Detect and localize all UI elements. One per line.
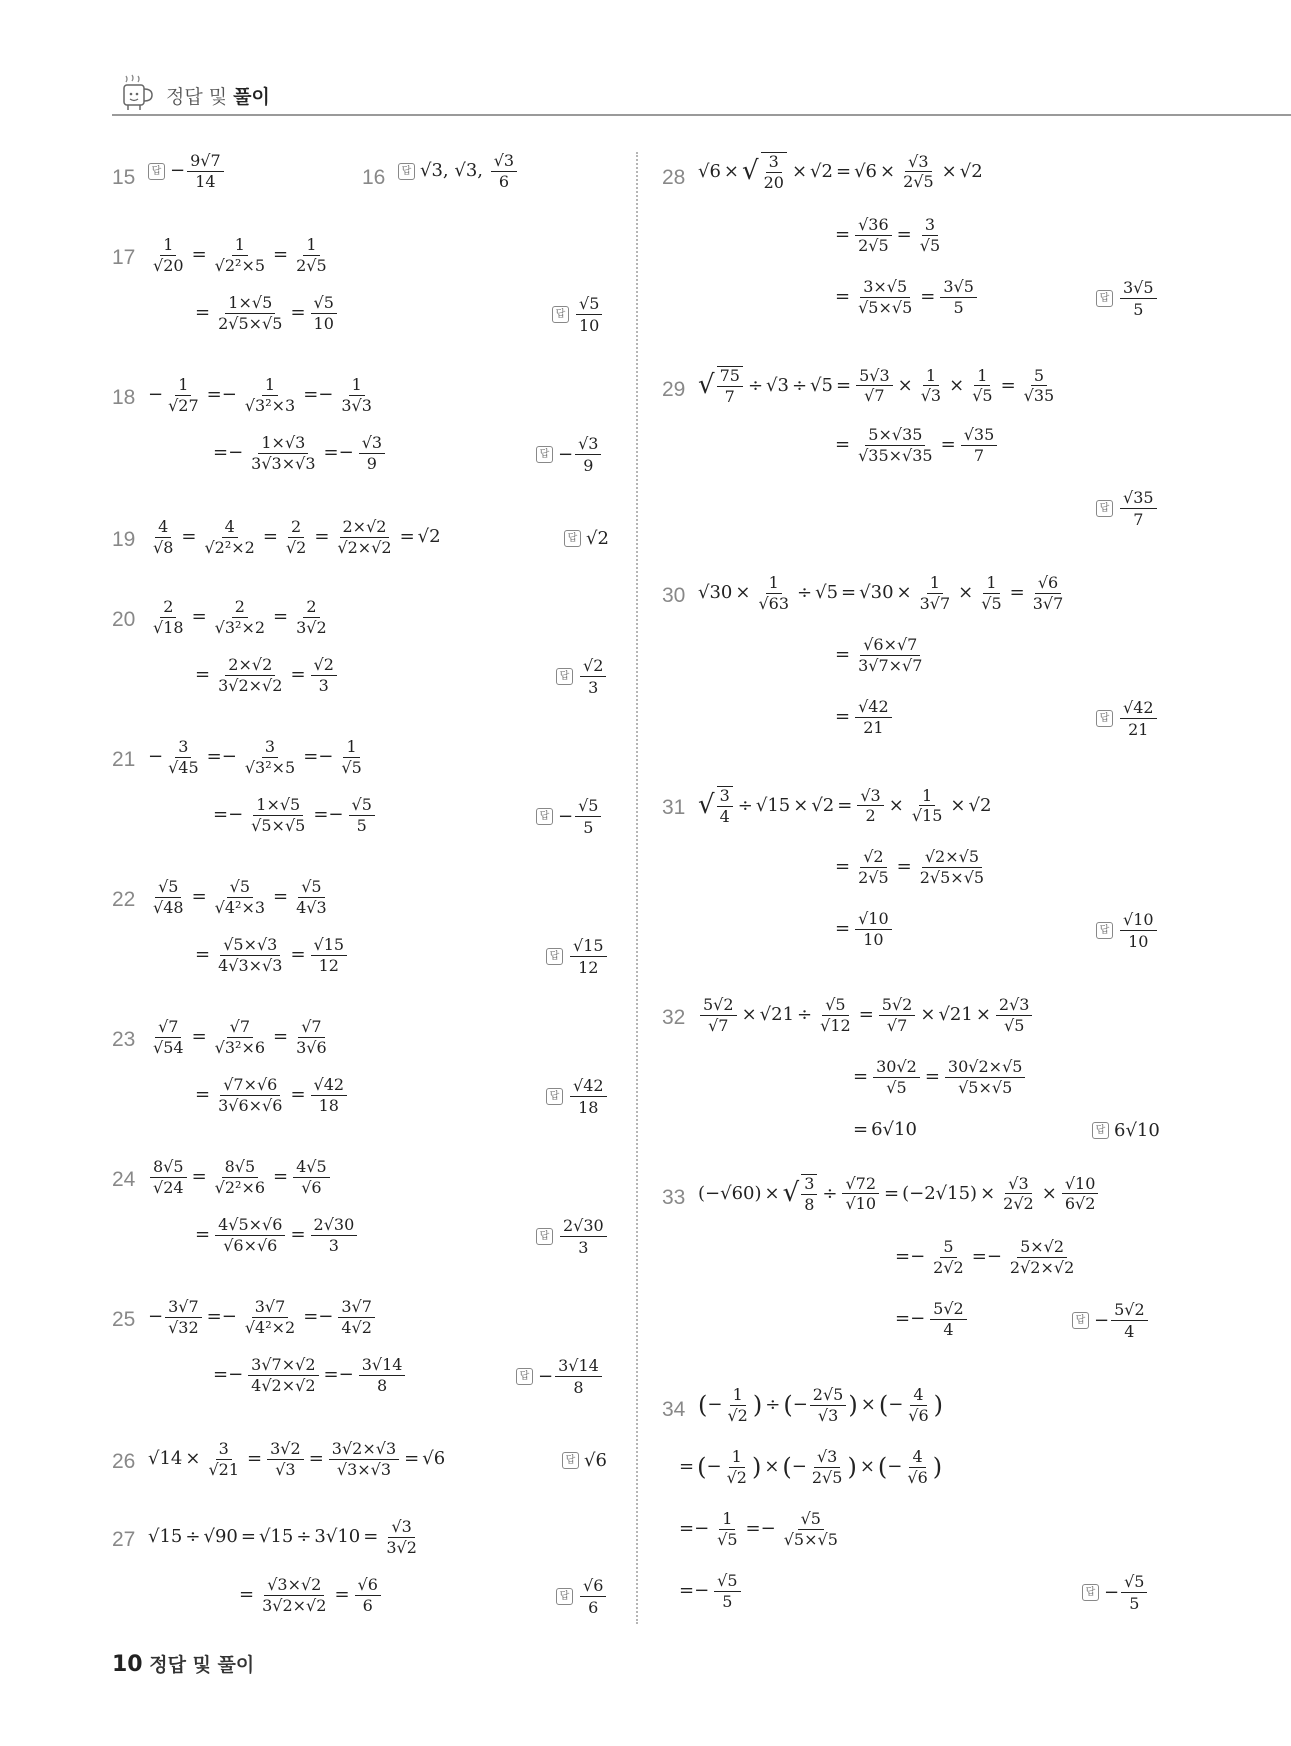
step-line: $\frac{4}{√8}$ = $\frac{4}{\text{√2²×2}}$ = $\frac{2}{√2}$ = $\frac{2\times√2}{√2\times√2}$ = √2 bbox=[153, 517, 441, 557]
problem-number: 33 bbox=[662, 1186, 686, 1209]
step-line: √14 × $\frac{3}{√21}$ = $\frac{3√2}{√3}$ = $\frac{3√2\times√3}{√3\times√3}$ = √6 bbox=[148, 1439, 446, 1479]
final-answer: 답 6√10 bbox=[1092, 1120, 1160, 1141]
problem-number: 21 bbox=[112, 748, 136, 771]
step-line: $\frac{√7}{√54}$ = $\frac{√7}{\text{√3²×6}}$ = $\frac{√7}{3√6}$ bbox=[153, 1017, 327, 1057]
step-line: = $\frac{2\times√2}{3√2\times√2}$ = $\frac{√2}{3}$ bbox=[192, 656, 339, 694]
problem-number: 27 bbox=[112, 1528, 136, 1551]
final-answer: 답 $\frac{√5}{10}$ bbox=[552, 294, 604, 335]
step-line: = $\frac{√6\times√7}{3√7\times√7}$ bbox=[835, 635, 923, 675]
final-answer: 답 $\frac{√6}{6}$ bbox=[556, 1576, 608, 1617]
answer-badge: 답 bbox=[1092, 1122, 1109, 1139]
step-line: = ( − $\frac{1}{√2}$ ) × ( − $\frac{√3}{2√5}$ ) × ( − $\frac{4}{√6}$ ) bbox=[679, 1447, 943, 1487]
footer-text: 정답 및 풀이 bbox=[149, 1654, 255, 1676]
step-line: √30 × $\frac{1}{√63}$ ÷ √5 = √30 × $\frac{1}{3√7}$ × $\frac{1}{√5}$ = $\frac{√6}{3√7}$ bbox=[698, 573, 1064, 613]
step-line: − $\frac{1}{√27}$ =− $\frac{1}{\text{√3²×3}}$ =− $\frac{1}{3√3}$ bbox=[148, 375, 372, 415]
problem-number: 16 bbox=[362, 166, 386, 189]
step-line: = $\frac{√42}{21}$ bbox=[832, 698, 894, 736]
answer-badge: 답 bbox=[546, 1088, 563, 1105]
step-line: =− $\frac{3√7\times√2}{4√2\times√2}$ =− $\frac{3√14}{8}$ bbox=[210, 1356, 407, 1394]
step-line: = $\frac{1\times√5}{2√5\times√5}$ = $\frac{√5}{10}$ bbox=[192, 294, 339, 332]
step-line: = $\frac{5\times√35}{√35\times√35}$ = $\frac{√35}{7}$ bbox=[832, 426, 999, 464]
problem-number: 23 bbox=[112, 1028, 136, 1051]
final-answer: 답 √2 bbox=[564, 528, 609, 549]
step-line: $\frac{1}{√20}$ = $\frac{1}{\text{√2²×5}}$ = $\frac{1}{2√5}$ bbox=[153, 235, 327, 275]
final-answer: 답 √6 bbox=[562, 1450, 607, 1471]
answer-15: 답 − $\frac{9√7}{14}$ bbox=[148, 152, 226, 190]
step-line: =− $\frac{1\times√5}{√5\times√5}$ =− $\frac{√5}{5}$ bbox=[210, 796, 377, 834]
step-line: √ $\frac{3}{4}$ ÷ √15 × √2 = $\frac{√3}{2}$ × $\frac{1}{√15}$ × √2 bbox=[698, 785, 992, 826]
answer-badge: 답 bbox=[1096, 922, 1113, 939]
step-line: =− $\frac{5}{2√2}$ =− $\frac{5\times√2}{2√2\times√2}$ bbox=[895, 1237, 1075, 1277]
problem-number: 18 bbox=[112, 386, 136, 409]
step-line: √15 ÷ √90 = √15 ÷ 3√10 = $\frac{√3}{3√2}$ bbox=[148, 1517, 417, 1557]
answer-badge: 답 bbox=[536, 446, 553, 463]
step-line: = 6√10 bbox=[853, 1119, 917, 1140]
problem-number: 20 bbox=[112, 608, 136, 631]
step-line: √ $\frac{75}{7}$ ÷ √3 ÷ √5 = $\frac{5√3}{√7}$ × $\frac{1}{√3}$ × $\frac{1}{√5}$ = $\frac{5}{√35}$ bbox=[698, 365, 1055, 406]
step-line: (−√60) × √ $\frac{3}{8}$ ÷ $\frac{√72}{√10}$ = (−2√15) × $\frac{√3}{2√2}$ × $\frac{√10}{6√2}$ bbox=[698, 1174, 1100, 1213]
answer-badge: 답 bbox=[398, 163, 415, 180]
answer-badge: 답 bbox=[562, 1452, 579, 1469]
answer-badge: 답 bbox=[1072, 1312, 1089, 1329]
page-title: 정답 및 풀이 bbox=[166, 86, 270, 108]
step-line: = $\frac{√5\times√3}{4√3\times√3}$ = $\frac{√15}{12}$ bbox=[192, 936, 349, 974]
answer-badge: 답 bbox=[536, 1228, 553, 1245]
problem-number: 19 bbox=[112, 528, 136, 551]
final-answer: 답 $\frac{√35}{7}$ bbox=[1096, 488, 1159, 529]
answer-badge: 답 bbox=[536, 808, 553, 825]
problem-number: 30 bbox=[662, 584, 686, 607]
step-line: √6 × √ $\frac{3}{20}$ × √2 = √6 × $\frac{√3}{2√5}$ × √2 bbox=[698, 151, 983, 192]
step-line: $\frac{5√2}{√7}$ × √21 ÷ $\frac{√5}{√12}$ = $\frac{5√2}{√7}$ × √21 × $\frac{2√3}{√5}$ bbox=[698, 996, 1034, 1034]
step-line: = $\frac{√2}{2√5}$ = $\frac{√2\times√5}{2√5\times√5}$ bbox=[835, 847, 985, 887]
final-answer: 답 − $\frac{3√14}{8}$ bbox=[516, 1356, 604, 1397]
page-footer bbox=[112, 1650, 254, 1677]
step-line: = $\frac{4√5\times√6}{√6\times√6}$ = $\frac{2√30}{3}$ bbox=[192, 1216, 359, 1254]
step-line: = $\frac{30√2}{√5}$ = $\frac{30√2\times√5}{√5\times√5}$ bbox=[850, 1058, 1027, 1096]
answer-badge: 답 bbox=[1082, 1584, 1099, 1601]
answer-badge: 답 bbox=[564, 530, 581, 547]
step-line: = $\frac{√3\times√2}{3√2\times√2}$ = $\frac{√6}{6}$ bbox=[236, 1576, 383, 1614]
step-line: = $\frac{√10}{10}$ bbox=[832, 910, 894, 948]
problem-number: 32 bbox=[662, 1006, 686, 1029]
step-line: − $\frac{3}{√45}$ =− $\frac{3}{\text{√3²×5}}$ =− $\frac{1}{√5}$ bbox=[148, 737, 362, 777]
answer-badge: 답 bbox=[1096, 290, 1113, 307]
problem-number: 17 bbox=[112, 246, 136, 269]
problem-number: 29 bbox=[662, 378, 686, 401]
final-answer: 답 − $\frac{√5}{5}$ bbox=[536, 796, 603, 837]
problem-number: 34 bbox=[662, 1398, 686, 1421]
answer-badge: 답 bbox=[556, 668, 573, 685]
answer-badge: 답 bbox=[148, 163, 165, 180]
answer-16: 답 √3, √3, $\frac{√3}{6}$ bbox=[398, 152, 519, 190]
problem-number: 22 bbox=[112, 888, 136, 911]
final-answer: 답 $\frac{√42}{21}$ bbox=[1096, 698, 1159, 739]
step-line: = $\frac{√7\times√6}{3√6\times√6}$ = $\frac{√42}{18}$ bbox=[192, 1076, 349, 1114]
final-answer: 답 $\frac{√2}{3}$ bbox=[556, 656, 608, 697]
mug-icon bbox=[116, 72, 160, 112]
step-line: − $\frac{3√7}{√32}$ =− $\frac{3√7}{\text{√4²×2}}$ =− $\frac{3√7}{4√2}$ bbox=[148, 1298, 377, 1336]
final-answer: 답 − $\frac{5√2}{4}$ bbox=[1072, 1300, 1150, 1341]
final-answer: 답 − $\frac{√5}{5}$ bbox=[1082, 1572, 1149, 1613]
problem-number: 15 bbox=[112, 166, 136, 189]
final-answer: 답 $\frac{3√5}{5}$ bbox=[1096, 278, 1159, 319]
answer-badge: 답 bbox=[552, 306, 569, 323]
answer-badge: 답 bbox=[546, 948, 563, 965]
final-answer: 답 − $\frac{√3}{9}$ bbox=[536, 434, 603, 475]
final-answer: 답 $\frac{√42}{18}$ bbox=[546, 1076, 609, 1117]
page-header bbox=[112, 72, 1291, 116]
step-line: $\frac{8√5}{√24}$ = $\frac{8√5}{\text{√2²×6}}$ = $\frac{4√5}{√6}$ bbox=[148, 1158, 332, 1196]
step-line: $\frac{2}{√18}$ = $\frac{2}{\text{√3²×2}}$ = $\frac{2}{3√2}$ bbox=[153, 597, 327, 637]
page-number: 10 bbox=[112, 1652, 143, 1677]
answer-badge: 답 bbox=[516, 1368, 533, 1385]
step-line: =− $\frac{1}{√5}$ =− $\frac{√5}{√5\times√5}$ bbox=[679, 1509, 838, 1549]
answer-badge: 답 bbox=[1096, 710, 1113, 727]
problem-number: 25 bbox=[112, 1308, 136, 1331]
step-line: =− $\frac{1\times√3}{3√3\times√3}$ =− $\frac{√3}{9}$ bbox=[210, 434, 387, 472]
step-line: ( − $\frac{1}{√2}$ ) ÷ ( − $\frac{2√5}{√3}$ ) × ( − $\frac{4}{√6}$ ) bbox=[698, 1385, 944, 1425]
problem-number: 28 bbox=[662, 166, 686, 189]
problem-number: 31 bbox=[662, 796, 686, 819]
final-answer: 답 $\frac{√10}{10}$ bbox=[1096, 910, 1159, 951]
step-line: =− $\frac{√5}{5}$ bbox=[676, 1572, 743, 1610]
final-answer: 답 $\frac{√15}{12}$ bbox=[546, 936, 609, 977]
step-line: =− $\frac{5√2}{4}$ bbox=[892, 1300, 969, 1338]
step-line: $\frac{√5}{√48}$ = $\frac{√5}{\text{√4²×3}}$ = $\frac{√5}{4√3}$ bbox=[153, 877, 327, 917]
answer-badge: 답 bbox=[1096, 500, 1113, 517]
problem-number: 26 bbox=[112, 1450, 136, 1473]
step-line: = $\frac{3\times√5}{√5\times√5}$ = $\frac{3√5}{5}$ bbox=[832, 278, 979, 316]
column-divider bbox=[636, 152, 638, 1624]
final-answer: 답 $\frac{2√30}{3}$ bbox=[536, 1216, 609, 1257]
step-line: = $\frac{√36}{2√5}$ = $\frac{3}{√5}$ bbox=[835, 215, 941, 255]
answer-badge: 답 bbox=[556, 1588, 573, 1605]
problem-number: 24 bbox=[112, 1168, 136, 1191]
